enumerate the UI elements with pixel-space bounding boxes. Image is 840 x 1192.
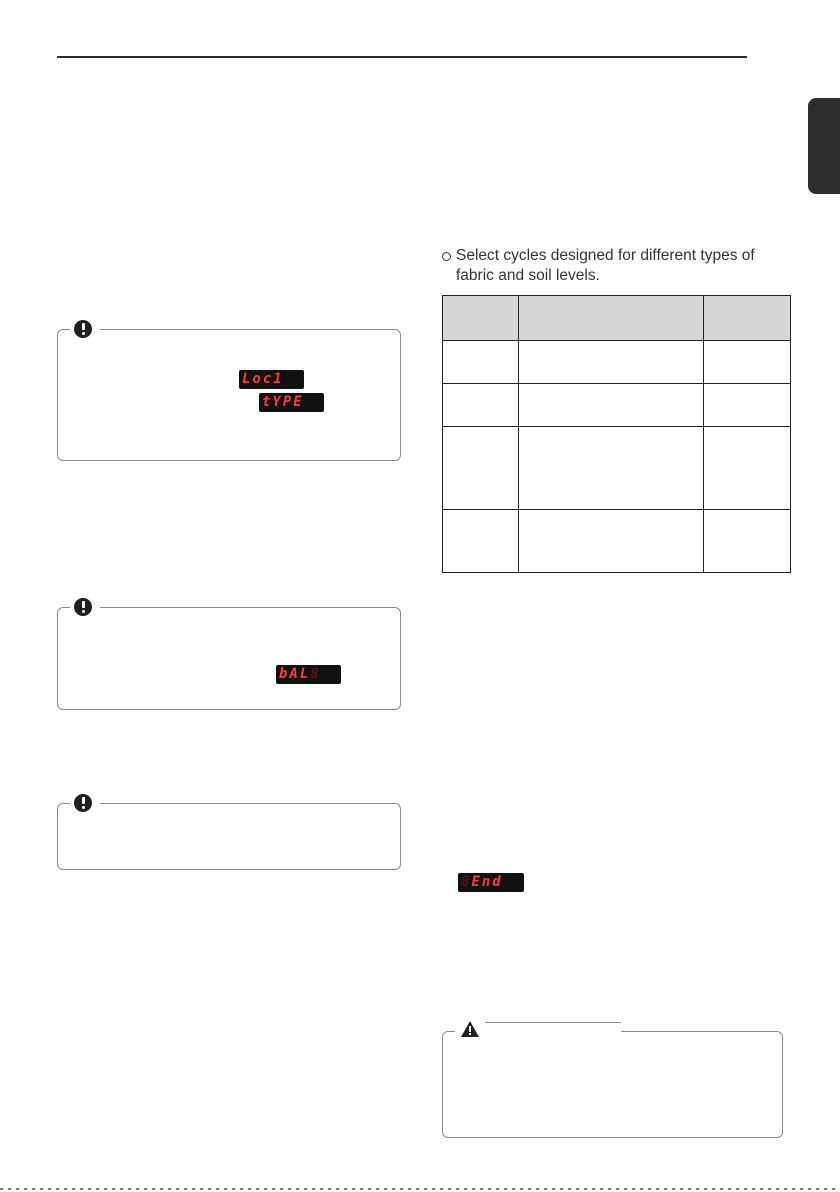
display-end: 8End — [458, 873, 524, 892]
warning-box — [442, 1031, 783, 1138]
note-box-2 — [57, 607, 401, 710]
warning-header — [455, 1021, 621, 1041]
table-cell — [443, 341, 519, 384]
warning-triangle-icon — [461, 1021, 479, 1037]
exclamation-circle-icon — [74, 794, 92, 812]
exclamation-circle-icon — [74, 320, 92, 338]
note-box-1 — [57, 329, 401, 461]
table-cell — [519, 510, 704, 573]
table-row — [443, 341, 791, 384]
display-loc: Loc1 — [239, 370, 304, 389]
display-type: tYPE — [259, 393, 324, 412]
cycle-selection-tip-text: Select cycles designed for different types of fabric and soil levels. — [456, 247, 755, 284]
cycle-table — [442, 295, 791, 573]
table-header-row — [443, 296, 791, 341]
exclamation-circle-icon — [74, 598, 92, 616]
table-header-cell — [519, 296, 704, 341]
header-rule — [57, 56, 747, 58]
table-cell — [704, 427, 791, 510]
table-cell — [704, 341, 791, 384]
table-header-cell — [704, 296, 791, 341]
bottom-edge-dashes — [0, 1188, 840, 1190]
table-cell — [704, 384, 791, 427]
table-row — [443, 427, 791, 510]
note-box-3 — [57, 803, 401, 870]
table-cell — [443, 384, 519, 427]
table-cell — [443, 510, 519, 573]
table-cell — [519, 427, 704, 510]
table-row — [443, 510, 791, 573]
table-cell — [519, 384, 704, 427]
table-row — [443, 384, 791, 427]
table-cell — [704, 510, 791, 573]
bullet-circle-icon — [442, 252, 451, 261]
note-header — [70, 793, 230, 813]
table-cell — [443, 427, 519, 510]
language-side-tab — [808, 98, 840, 194]
note-header — [70, 319, 230, 339]
cycle-selection-tip — [442, 246, 782, 286]
display-bal: bAL8 — [276, 665, 341, 684]
note-header — [70, 597, 230, 617]
table-cell — [519, 341, 704, 384]
table-header-cell — [443, 296, 519, 341]
